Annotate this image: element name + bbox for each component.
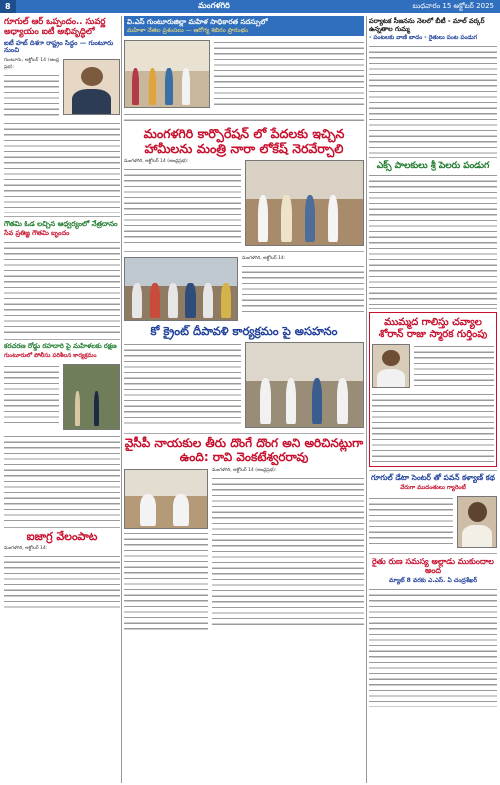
divider: [124, 433, 364, 434]
left-story3-subhead: గుంటూరులో పోలీసు పరిశీలన కార్యక్రమం: [4, 352, 97, 359]
left-story2-subhead: సేవ ప్రతిజ్ఞ గౌతమి బృందం: [4, 229, 70, 238]
left-column: [4, 16, 120, 783]
divider: [369, 157, 497, 158]
left-story4-headline: ఐజాగ్ర వేలంపాట: [26, 529, 98, 543]
divider: [4, 339, 120, 340]
body-text: [369, 587, 497, 707]
body-text: [4, 364, 59, 426]
right-story1-headline: పర్యాటక సీజనను నెలలో బీటీ - మాల్ వర్కర్ ఉన్నతాల గుమ్మ: [369, 17, 485, 33]
left-story3-headline: కరచరణ రోడ్డు రహదారి పై మహిళలకు రక్షణ: [4, 342, 117, 351]
body-text: [214, 40, 364, 106]
right-story4-headline: గూగుల్ డేటా సెంటర్ తో పవన్ కళ్యాణ్ కథ: [371, 473, 495, 483]
left-story1-subhead: ఐటీ హబ్ దిశగా రాష్ట్రం సిద్ధం — గుంటూరు నుంచి: [4, 38, 114, 55]
left-story1-headline: గూగుల్ ఆర్ ఒప్పందం.. సువర్ణ అధ్యాయం ఐటీ అభివృద్ధిలో: [4, 17, 106, 37]
right-column: [369, 16, 497, 783]
police-photo: [63, 364, 120, 430]
column-divider: [366, 16, 367, 783]
column-divider: [121, 16, 122, 783]
center-story3-dateline: మంగళగిరి, అక్టోబర్ 14 (ఆంధ్రప్రభ):: [212, 467, 277, 473]
right-story5-headline: రైతు రుణ సమస్య అల్లాడు ముకుందాల అంద: [372, 557, 494, 576]
center-story3-headline: వైసీపీ నాయకుల తీరు దొంగే దొంగ అని అరిచినట్లుగా ఉంది: రావి వెంకటేశ్వరరావు: [124, 436, 364, 465]
left-story1-dateline: గుంటూరు, అక్టోబర్ 14 (ఆంధ్రప్రభ):: [4, 58, 59, 71]
divider: [369, 308, 497, 309]
divider: [124, 251, 364, 252]
issue-date: బుధవారం 15 అక్టోబర్ 2025: [412, 1, 494, 10]
speaker-photo: [124, 469, 208, 529]
right-story2-headline: ఎక్స్ పాలకులు శ్రీ పెలరు పండుగ: [376, 161, 490, 172]
banner-title: వి.ఎస్ గుంటూరుజిల్లా మహిళ సాధికారత సదస్సులో: [127, 18, 268, 26]
center-lead-headline: మంగళగిరి కార్పొరేషన్ లో పేదలకు ఇచ్చిన హామీలను మంత్రి నారా లోకేష్ నెరవేర్చాలి: [143, 126, 345, 156]
center-column: [124, 16, 364, 783]
divider: [4, 216, 120, 217]
divider: [369, 470, 497, 471]
portrait-photo: [372, 344, 410, 388]
body-text: [4, 73, 59, 117]
center-lead-dateline: మంగళగిరి, అక్టోబర్ 14 (ఆంధ్రప్రభ):: [124, 159, 189, 164]
body-text: [369, 44, 497, 154]
protest-photo: [124, 257, 238, 321]
lead-photo: [245, 160, 364, 246]
paper-name: మంగళగిరి: [198, 1, 230, 10]
body-text: [369, 173, 497, 305]
portrait-photo: [63, 59, 120, 115]
center-story2-dateline: మంగళగిరి, అక్టోబర్ 14:: [242, 256, 286, 261]
body-text: [414, 344, 494, 386]
group-photo: [245, 342, 364, 428]
center-story2-headline: కో క్రైంట్ దీపావళి కార్యక్రమం పై అసహనం: [150, 324, 338, 338]
banner-subtitle: మహిళా నేతల ప్రశంసలు — ఆరోగ్య శిబిరం ప్రారంభం: [127, 26, 249, 34]
body-text: [124, 112, 364, 124]
body-text: [124, 342, 241, 426]
body-text: [4, 240, 120, 336]
body-text: [4, 434, 120, 524]
body-text: [4, 554, 120, 608]
divider: [4, 527, 120, 528]
body-text: [4, 121, 120, 213]
page-number: 8: [0, 0, 16, 13]
event-photo: [124, 40, 210, 108]
right-story1-subhead: - పంటలకు వాణి బాదం - రైతులు పంట పండుగ: [369, 35, 478, 42]
left-story4-dateline: మంగళగిరి, అక్టోబర్ 14:: [4, 546, 48, 552]
body-text: [124, 531, 208, 631]
body-text: [242, 264, 364, 316]
right-story5-subhead: మ్యాట్ 8 వరకు ఎ.ఎస్. ఏ చంద్రశేఖర్: [388, 577, 478, 585]
body-text: [372, 392, 494, 462]
body-text: [369, 496, 453, 546]
left-story2-headline: గౌతమి ఓడ లచ్చిన ఆధ్వర్యంలో నేత్రదానం: [4, 220, 118, 229]
right-story3-box: [369, 312, 497, 467]
body-text: [124, 167, 241, 245]
right-story4-subhead: వేరుగా ముదంతులు గ్యారెంటీ: [400, 485, 466, 492]
portrait-photo: [457, 496, 497, 548]
body-text: [212, 476, 364, 628]
divider: [369, 553, 497, 554]
masthead: [0, 0, 500, 13]
right-story3-headline: ముమ్మద గాలిస్తు చవ్యాల శోరాన్ రాజు స్మారక గుర్తింపు: [378, 317, 488, 340]
center-banner: [124, 16, 364, 36]
